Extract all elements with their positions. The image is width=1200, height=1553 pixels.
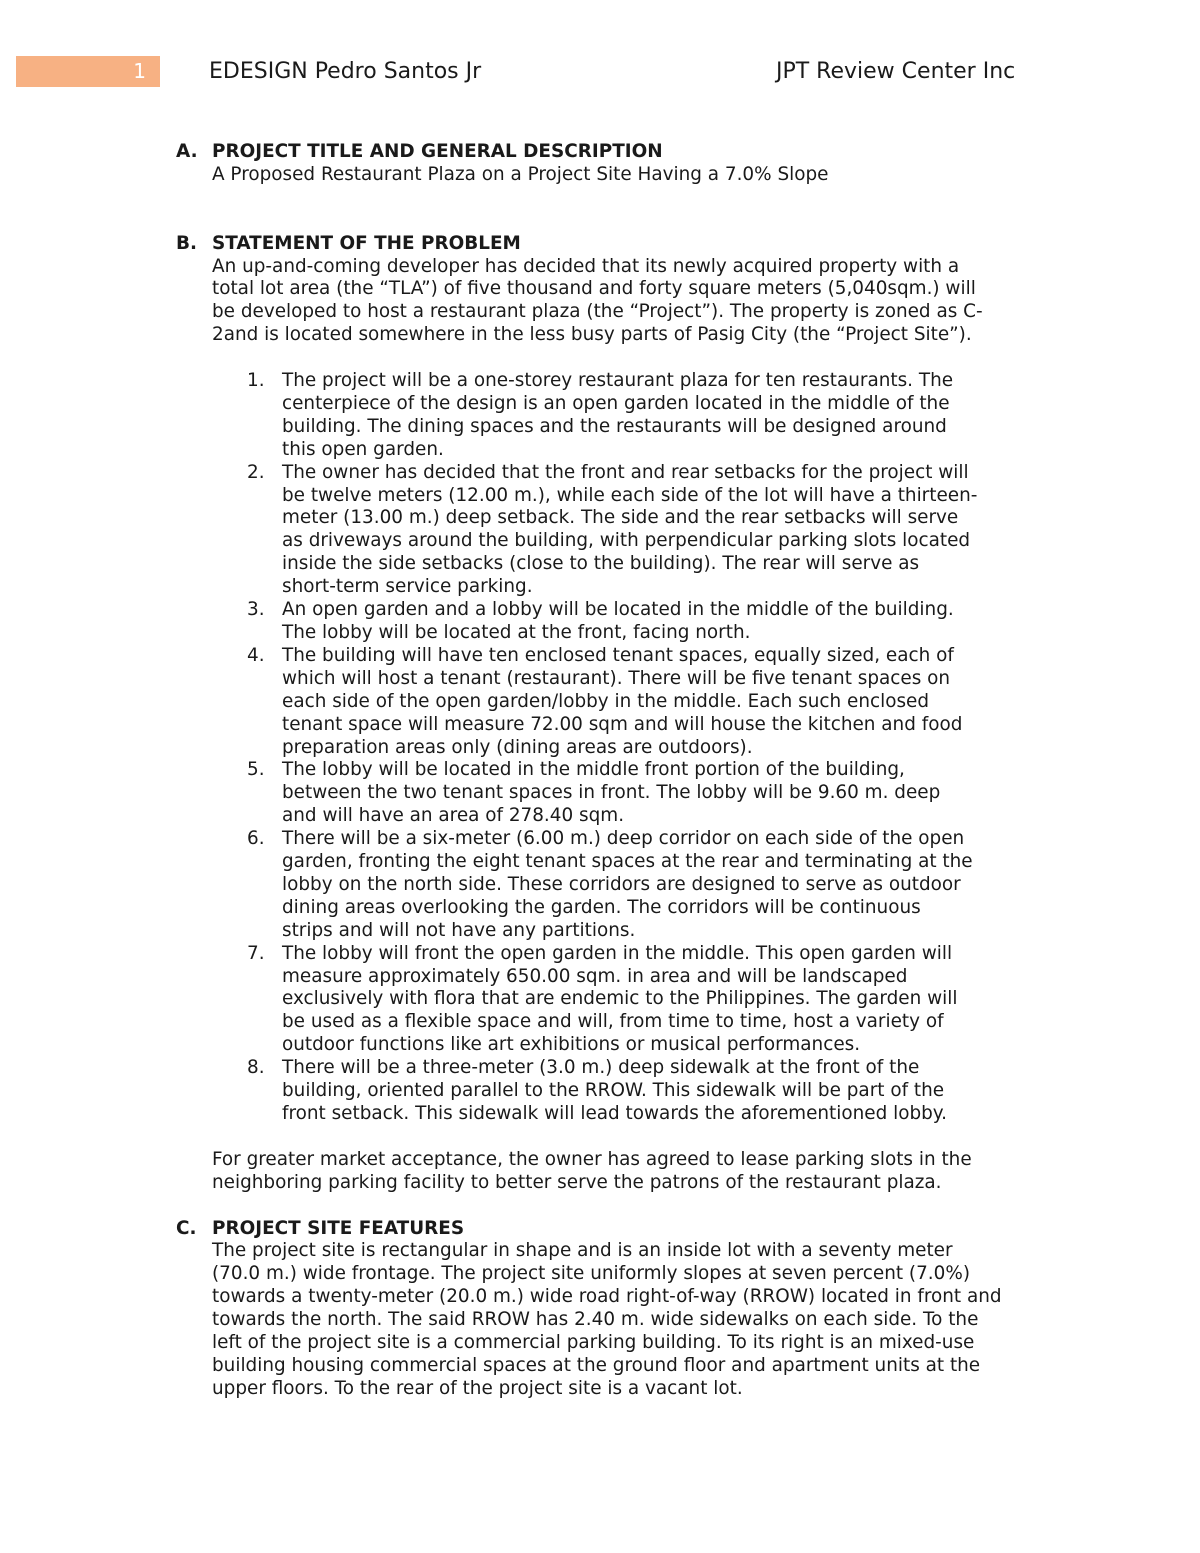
text-line: be used as a flexible space and will, from time to time, host a variety of bbox=[282, 1011, 944, 1033]
list-item bbox=[247, 828, 1066, 943]
text-line: centerpiece of the design is an open garden located in the middle of the bbox=[282, 392, 950, 414]
text-line: preparation areas only (dining areas are outdoors). bbox=[282, 736, 753, 758]
text-line: which will host a tenant (restaurant). There will be five tenant spaces on bbox=[282, 667, 951, 689]
page-number-tab bbox=[16, 56, 160, 87]
text-line: neighboring parking facility to better serve the patrons of the restaurant plaza. bbox=[212, 1171, 942, 1193]
text-line: between the two tenant spaces in front. The lobby will be 9.60 m. deep bbox=[282, 782, 941, 804]
list-number: 4. bbox=[247, 644, 265, 666]
site-features-paragraph bbox=[212, 1240, 1066, 1400]
header-organization: JPT Review Center Inc bbox=[776, 59, 1016, 84]
text-line: An up-and-coming developer has decided that its newly acquired property with a bbox=[212, 255, 960, 277]
text-line: be developed to host a restaurant plaza (the “Project”). The property is zoned as C- bbox=[212, 301, 983, 323]
list-item bbox=[247, 599, 1066, 645]
text-line: outdoor functions like art exhibitions or musical performances. bbox=[282, 1034, 861, 1056]
text-line: lobby on the north side. These corridors are designed to serve as outdoor bbox=[282, 873, 961, 895]
list-number: 2. bbox=[247, 461, 265, 483]
text-line: building, oriented parallel to the RROW. This sidewalk will be part of the bbox=[282, 1080, 945, 1102]
text-line: The lobby will be located at the front, facing north. bbox=[282, 621, 751, 643]
text-line: each side of the open garden/lobby in the middle. Each such enclosed bbox=[282, 690, 930, 712]
page-number: 1 bbox=[133, 59, 146, 83]
text-line: The project site is rectangular in shape and is an inside lot with a seventy meter bbox=[212, 1240, 953, 1262]
section-letter: B. bbox=[176, 232, 198, 254]
text-line: The lobby will front the open garden in the middle. This open garden will bbox=[282, 942, 953, 964]
text-line: dining areas overlooking the garden. The corridors will be continuous bbox=[282, 896, 921, 918]
requirements-list bbox=[176, 370, 1066, 1126]
text-line: towards a twenty-meter (20.0 m.) wide road right-of-way (RROW) located in front and bbox=[212, 1286, 1002, 1308]
list-number: 5. bbox=[247, 759, 265, 781]
text-line: The project will be a one-storey restaurant plaza for ten restaurants. The bbox=[282, 370, 954, 392]
text-line: An open garden and a lobby will be located in the middle of the building. bbox=[282, 599, 954, 621]
document-body bbox=[176, 141, 1066, 1401]
text-line: garden, fronting the eight tenant spaces at the rear and terminating at the bbox=[282, 851, 973, 873]
text-line: (70.0 m.) wide frontage. The project site uniformly slopes at seven percent (7.0%) bbox=[212, 1263, 970, 1285]
list-item bbox=[247, 1057, 1066, 1126]
text-line: upper floors. To the rear of the project site is a vacant lot. bbox=[212, 1377, 743, 1399]
text-line: total lot area (the “TLA”) of five thousand and forty square meters (5,040sqm.) will bbox=[212, 278, 976, 300]
text-line: short-term service parking. bbox=[282, 576, 533, 598]
text-line: exclusively with flora that are endemic to the Philippines. The garden will bbox=[282, 988, 958, 1010]
text-line: The lobby will be located in the middle front portion of the building, bbox=[282, 759, 905, 781]
section-c bbox=[176, 1218, 1066, 1401]
text-line: building housing commercial spaces at the ground floor and apartment units at the bbox=[212, 1354, 981, 1376]
text-line: and will have an area of 278.40 sqm. bbox=[282, 805, 625, 827]
list-item bbox=[247, 644, 1066, 760]
section-letter: A. bbox=[176, 141, 198, 162]
text-line: front setback. This sidewalk will lead towards the aforementioned lobby. bbox=[282, 1103, 947, 1125]
text-line: this open garden. bbox=[282, 438, 444, 460]
list-number: 3. bbox=[247, 599, 265, 621]
text-line: meter (13.00 m.) deep setback. The side and the rear setbacks will serve bbox=[282, 507, 959, 529]
text-line: There will be a three-meter (3.0 m.) deep sidewalk at the front of the bbox=[282, 1057, 920, 1079]
section-heading: PROJECT TITLE AND GENERAL DESCRIPTION bbox=[212, 141, 663, 162]
text-line: inside the side setbacks (close to the building). The rear will serve as bbox=[282, 553, 920, 575]
list-number: 6. bbox=[247, 828, 265, 850]
text-line: left of the project site is a commercial parking building. To its right is an mixed-use bbox=[212, 1332, 975, 1354]
text-line: The building will have ten enclosed tenant spaces, equally sized, each of bbox=[282, 644, 954, 666]
text-line: strips and will not have any partitions. bbox=[282, 919, 636, 941]
section-heading: STATEMENT OF THE PROBLEM bbox=[212, 232, 521, 254]
list-number: 8. bbox=[247, 1057, 265, 1079]
list-item bbox=[247, 461, 1066, 599]
list-item bbox=[247, 370, 1066, 462]
section-b bbox=[176, 233, 1066, 348]
text-line: There will be a six-meter (6.00 m.) deep corridor on each side of the open bbox=[282, 828, 965, 850]
section-letter: C. bbox=[176, 1217, 197, 1239]
closing-paragraph bbox=[176, 1149, 1066, 1195]
header-author: EDESIGN Pedro Santos Jr bbox=[209, 59, 482, 84]
project-title: A Proposed Restaurant Plaza on a Project Site Having a 7.0% Slope bbox=[212, 163, 829, 185]
text-line: The owner has decided that the front and rear setbacks for the project will bbox=[282, 461, 969, 483]
list-number: 1. bbox=[247, 370, 265, 392]
text-line: as driveways around the building, with perpendicular parking slots located bbox=[282, 530, 971, 552]
section-heading: PROJECT SITE FEATURES bbox=[212, 1217, 465, 1239]
list-number: 7. bbox=[247, 942, 265, 964]
list-item bbox=[247, 942, 1066, 1058]
text-line: 2and is located somewhere in the less busy parts of Pasig City (the “Project Site”). bbox=[212, 324, 972, 346]
text-line: tenant space will measure 72.00 sqm and will house the kitchen and food bbox=[282, 713, 963, 735]
text-line: For greater market acceptance, the owner has agreed to lease parking slots in the bbox=[212, 1148, 972, 1170]
section-a bbox=[176, 141, 1066, 187]
intro-paragraph bbox=[212, 256, 1066, 348]
list-item bbox=[247, 759, 1066, 828]
text-line: building. The dining spaces and the restaurants will be designed around bbox=[282, 415, 947, 437]
text-line: towards the north. The said RROW has 2.40 m. wide sidewalks on each side. To the bbox=[212, 1309, 979, 1331]
text-line: be twelve meters (12.00 m.), while each side of the lot will have a thirteen- bbox=[282, 484, 978, 506]
text-line: measure approximately 650.00 sqm. in area and will be landscaped bbox=[282, 965, 908, 987]
